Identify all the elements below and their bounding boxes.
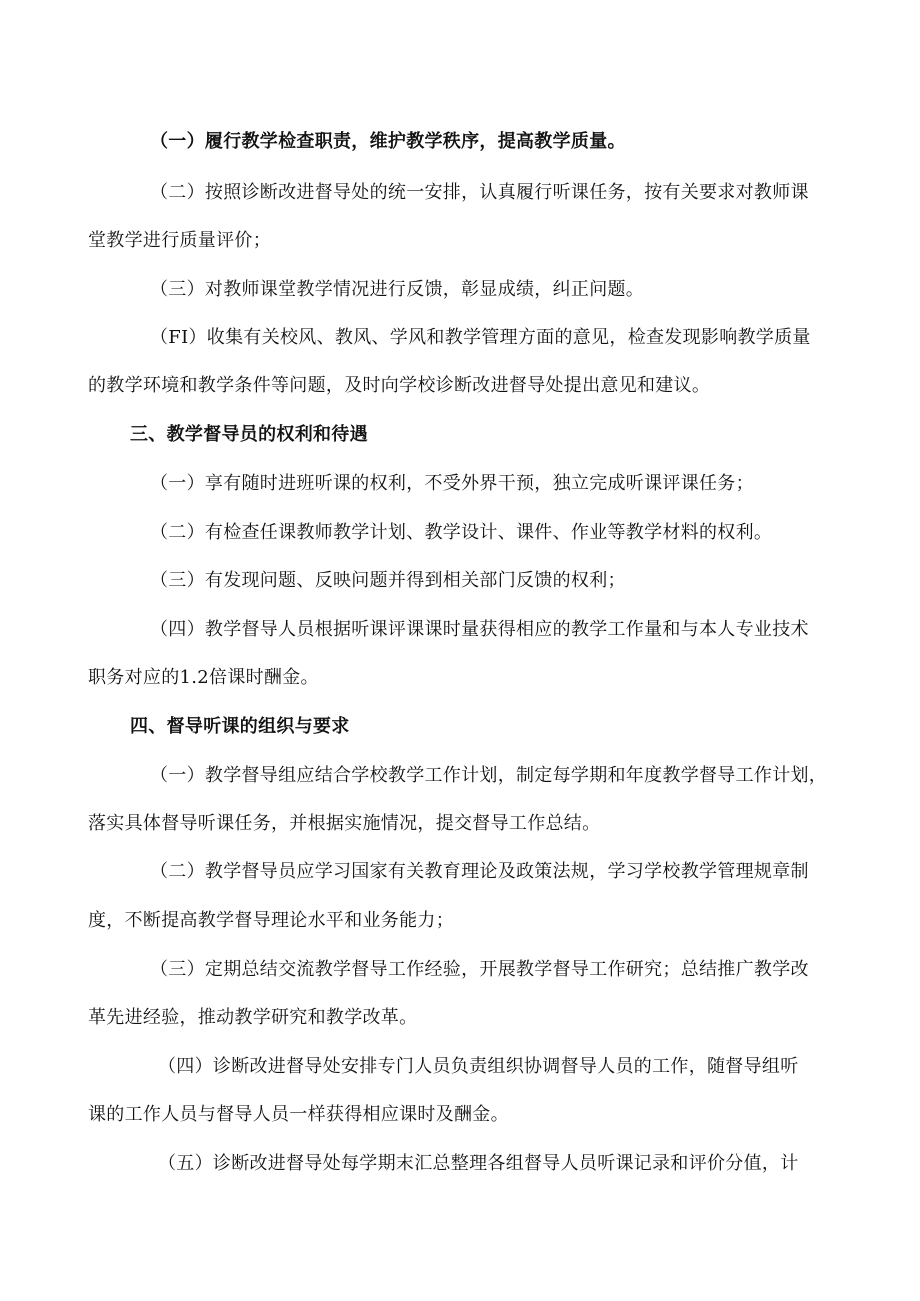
paragraph-line-15: 落实具体督导听课任务，并根据实施情况，提交督导工作总结。 [88,813,601,834]
paragraph-line-8: （一）享有随时进班听课的权利，不受外界干预，独立完成听课评课任务； [150,473,754,494]
paragraph-line-16: （二）教学督导员应学习国家有关教育理论及政策法规，学习学校教学管理规章制 [150,861,809,882]
section-heading-3: 三、教学督导员的权利和待遇 [130,424,368,445]
paragraph-line-19: 革先进经验，推动教学研究和教学改革。 [88,1007,418,1028]
paragraph-line-22: （五）诊断改进督导处每学期末汇总整理各组督导人员听课记录和评价分值，计 [158,1153,799,1174]
paragraph-line-10: （三）有发现问题、反映问题并得到相关部门反馈的权利； [150,570,626,591]
section-heading-4: 四、督导听课的组织与要求 [130,716,350,737]
paragraph-line-9: （二）有检查任课教师教学计划、教学设计、课件、作业等教学材料的权利。 [150,522,773,543]
paragraph-line-6: 的教学环境和教学条件等问题，及时向学校诊断改进督导处提出意见和建议。 [88,375,711,396]
paragraph-line-2: （二）按照诊断改进督导处的统一安排，认真履行听课任务，按有关要求对教师课 [150,182,809,203]
paragraph-line-5: （FI）收集有关校风、教风、学风和教学管理方面的意见，检查发现影响教学质量 [150,327,811,348]
paragraph-line-1: （一）履行教学检查职责，维护教学秩序，提高教学质量。 [150,131,626,152]
paragraph-line-12: 职务对应的1.2倍课时酬金。 [88,667,319,688]
paragraph-line-14: （一）教学督导组应结合学校教学工作计划，制定每学期和年度教学督导工作计划， [150,765,828,786]
paragraph-line-18: （三）定期总结交流教学督导工作经验，开展教学督导工作研究；总结推广教学改 [150,959,809,980]
paragraph-line-20: （四）诊断改进督导处安排专门人员负责组织协调督导人员的工作，随督导组听 [158,1056,799,1077]
paragraph-line-4: （三）对教师课堂教学情况进行反馈，彰显成绩，纠正问题。 [150,279,645,300]
paragraph-line-11: （四）教学督导人员根据听课评课课时量获得相应的教学工作量和与本人专业技术 [150,619,809,640]
paragraph-line-3: 堂教学进行质量评价； [88,230,271,251]
paragraph-line-17: 度，不断提高教学督导理论水平和业务能力； [88,910,454,931]
paragraph-line-21: 课的工作人员与督导人员一样获得相应课时及酬金。 [88,1104,509,1125]
